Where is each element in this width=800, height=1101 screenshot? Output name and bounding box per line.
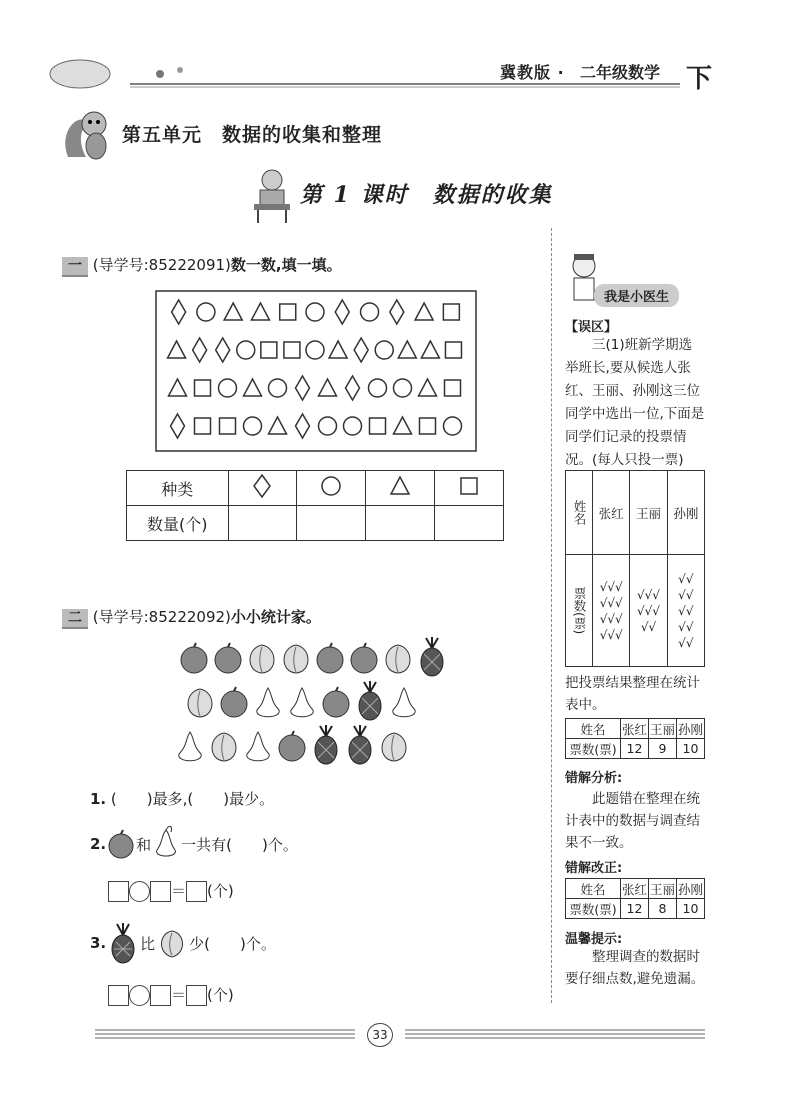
circle-shape	[244, 417, 262, 435]
circle-shape	[237, 341, 255, 359]
table-value: 10	[677, 739, 705, 759]
subquestion-2	[90, 824, 298, 864]
square-shape	[195, 418, 211, 434]
triangle-shape	[398, 341, 416, 358]
pineapple-icon	[349, 725, 371, 764]
triangle-shape	[415, 303, 433, 320]
square-shape	[284, 342, 300, 358]
subquestion-2-text: 一共有( )个。	[181, 835, 298, 854]
quantity-triangle-input[interactable]	[366, 506, 435, 541]
question-1-guide: (导学号:85222091)	[92, 256, 231, 274]
peach-icon	[284, 645, 308, 673]
result-box[interactable]	[186, 881, 207, 902]
subquestion-3	[90, 922, 276, 964]
diamond-shape	[172, 300, 186, 324]
vote-count-label: 票数(票)	[566, 555, 593, 667]
question-2-guide: (导学号:85222092)	[92, 608, 231, 626]
triangle-shape	[224, 303, 242, 320]
diamond-shape	[193, 338, 207, 362]
table-name: 王丽	[649, 879, 677, 899]
circle-shape	[361, 303, 379, 321]
table-votes-label: 票数(票)	[566, 899, 621, 919]
answer-box[interactable]	[108, 881, 129, 902]
table-name: 王丽	[649, 719, 677, 739]
doctor-badge	[594, 284, 679, 307]
pineapple-icon	[315, 725, 337, 764]
table-value: 8	[649, 899, 677, 919]
pineapple-icon	[359, 681, 381, 720]
triangle-shape	[168, 341, 186, 358]
peach-icon	[250, 645, 274, 673]
tip-text: 整理调查的数据时要仔细点数,避免遗漏。	[565, 949, 705, 987]
circle-shape	[306, 341, 324, 359]
subquestion-2-and: 和	[136, 835, 152, 854]
diamond-shape	[346, 376, 360, 400]
diamond-shape	[354, 338, 368, 362]
subquestion-3-number: 3.	[90, 934, 107, 952]
subquestion-1-text: ( )最多,( )最少。	[110, 790, 275, 808]
volume-label: 下	[686, 64, 713, 94]
square-shape	[420, 418, 436, 434]
table-value: 12	[621, 739, 649, 759]
kind-label: 种类	[127, 471, 229, 506]
square-shape	[370, 418, 386, 434]
vote-name: 孙刚	[667, 471, 704, 555]
subquestion-3-text: 少( )个。	[189, 934, 276, 953]
peach-icon	[188, 689, 212, 717]
tip-heading: 温馨提示:	[565, 932, 623, 947]
peach-icon	[212, 733, 236, 761]
triangle-shape	[269, 417, 287, 434]
error-analysis-heading: 错解分析:	[565, 771, 623, 786]
tally-marks: √√√ √√√ √√	[630, 555, 667, 667]
sidebar-story: 三(1)班新学期选举班长,要从候选人张红、王丽、孙刚这三位同学中选出一位,下面是同学们记录的投票情况。(每人只投一票)	[565, 337, 705, 468]
diamond-shape	[335, 300, 349, 324]
result-box[interactable]	[186, 985, 207, 1006]
unit-label: (个)	[207, 882, 234, 900]
pear-icon	[179, 732, 201, 761]
square-shape	[280, 304, 296, 320]
quantity-square-input[interactable]	[435, 506, 504, 541]
edition-label: 冀教版 ·	[500, 63, 565, 82]
pear-icon	[247, 732, 269, 761]
circle-shape	[444, 417, 462, 435]
misconception-heading: 【误区】	[565, 320, 618, 335]
apple-icon	[215, 643, 241, 673]
subquestion-1	[90, 788, 274, 809]
page-number-badge	[367, 1023, 393, 1047]
table-name: 张红	[621, 879, 649, 899]
square-shape	[220, 418, 236, 434]
column-divider	[551, 228, 552, 1003]
circle-shape	[344, 417, 362, 435]
table-value: 9	[649, 739, 677, 759]
unit-title: 第五单元 数据的收集和整理	[122, 124, 383, 146]
grade-label: 二年级数学	[580, 63, 661, 82]
table-name: 张红	[621, 719, 649, 739]
circle-shape	[369, 379, 387, 397]
shape-grid-border	[156, 291, 476, 451]
triangle-shape	[421, 341, 439, 358]
peach-icon	[155, 925, 189, 961]
footer-rule	[95, 1024, 705, 1044]
pineapple-icon	[106, 922, 140, 964]
pineapple-icon	[421, 637, 443, 676]
answer-box[interactable]	[150, 881, 171, 902]
question-1-instruction: 数一数,填一填。	[230, 256, 342, 274]
squirrel-mascot-icon	[58, 102, 114, 162]
square-shape	[443, 304, 459, 320]
question-2-tag: 二	[62, 609, 88, 629]
circle-shape	[375, 341, 393, 359]
error-analysis-text: 此题错在整理在统计表中的数据与调查结果不一致。	[565, 791, 700, 851]
operator-circle[interactable]	[129, 985, 150, 1006]
lesson-title: 第 1 课时 数据的收集	[300, 182, 553, 208]
tally-marks: √√ √√ √√ √√ √√	[667, 555, 704, 667]
apple-icon	[106, 828, 136, 860]
question-2-header	[62, 606, 321, 629]
question-2-instruction: 小小统计家。	[230, 608, 321, 626]
kind-triangle	[366, 471, 435, 506]
vote-name-label: 姓名	[566, 471, 593, 555]
apple-icon	[279, 731, 305, 761]
square-shape	[261, 342, 277, 358]
vote-name: 张红	[593, 471, 630, 555]
circle-shape	[394, 379, 412, 397]
triangle-shape	[169, 379, 187, 396]
triangle-shape	[244, 379, 262, 396]
kind-circle	[297, 471, 366, 506]
question-1-tag: 一	[62, 257, 88, 277]
diamond-shape	[390, 300, 404, 324]
table-votes-label: 票数(票)	[566, 739, 621, 759]
triangle-shape	[251, 303, 269, 320]
count-table	[126, 470, 504, 541]
triangle-shape	[329, 341, 347, 358]
apple-icon	[181, 643, 207, 673]
corrected-tally-table	[565, 878, 705, 919]
pear-icon	[151, 824, 181, 864]
apple-icon	[323, 687, 349, 717]
wrong-tally-table	[565, 718, 705, 759]
diamond-shape	[216, 338, 230, 362]
page-number: 33	[372, 1028, 388, 1042]
quantity-circle-input[interactable]	[297, 506, 366, 541]
circle-shape	[197, 303, 215, 321]
table-value: 10	[677, 899, 705, 919]
subquestion-1-number: 1.	[90, 790, 107, 808]
diamond-shape	[296, 414, 310, 438]
pear-icon	[291, 688, 313, 717]
peach-icon	[382, 733, 406, 761]
subquestion-3-equation: ＝ (个)	[108, 984, 234, 1006]
doctor-badge-label: 我是小医生	[604, 290, 670, 305]
pear-icon	[393, 688, 415, 717]
subquestion-2-equation: ＝ (个)	[108, 880, 234, 902]
circle-shape	[319, 417, 337, 435]
diamond-shape	[296, 376, 310, 400]
table-name-label: 姓名	[566, 719, 621, 739]
table-name-label: 姓名	[566, 879, 621, 899]
square-shape	[445, 380, 461, 396]
apple-icon	[317, 643, 343, 673]
triangle-shape	[419, 379, 437, 396]
triangle-shape	[394, 417, 412, 434]
vote-name: 王丽	[630, 471, 667, 555]
circle-shape	[306, 303, 324, 321]
subquestion-2-number: 2.	[90, 835, 107, 853]
table-name: 孙刚	[677, 879, 705, 899]
subquestion-3-compare: 比	[140, 934, 156, 953]
diamond-shape	[171, 414, 185, 438]
sidebar-instruction: 把投票结果整理在统计表中。	[565, 675, 700, 713]
square-shape	[445, 342, 461, 358]
quantity-diamond-input[interactable]	[228, 506, 297, 541]
quantity-label: 数量(个)	[127, 506, 229, 541]
correction-heading: 错解改正:	[565, 861, 623, 876]
apple-icon	[221, 687, 247, 717]
shape-grid	[155, 290, 477, 452]
apple-icon	[351, 643, 377, 673]
student-desk-icon	[252, 168, 292, 224]
kind-square	[435, 471, 504, 506]
kind-diamond	[228, 471, 297, 506]
fruit-grid	[170, 636, 470, 772]
unit-label: (个)	[207, 986, 234, 1004]
tally-marks: √√√ √√√ √√√ √√√	[593, 555, 630, 667]
answer-box[interactable]	[108, 985, 129, 1006]
pear-icon	[257, 688, 279, 717]
table-name: 孙刚	[677, 719, 705, 739]
operator-circle[interactable]	[129, 881, 150, 902]
circle-shape	[269, 379, 287, 397]
peach-icon	[386, 645, 410, 673]
answer-box[interactable]	[150, 985, 171, 1006]
triangle-shape	[319, 379, 337, 396]
question-1-header	[62, 254, 342, 277]
circle-shape	[219, 379, 237, 397]
table-value: 12	[621, 899, 649, 919]
square-shape	[195, 380, 211, 396]
vote-tally-table	[565, 470, 705, 667]
